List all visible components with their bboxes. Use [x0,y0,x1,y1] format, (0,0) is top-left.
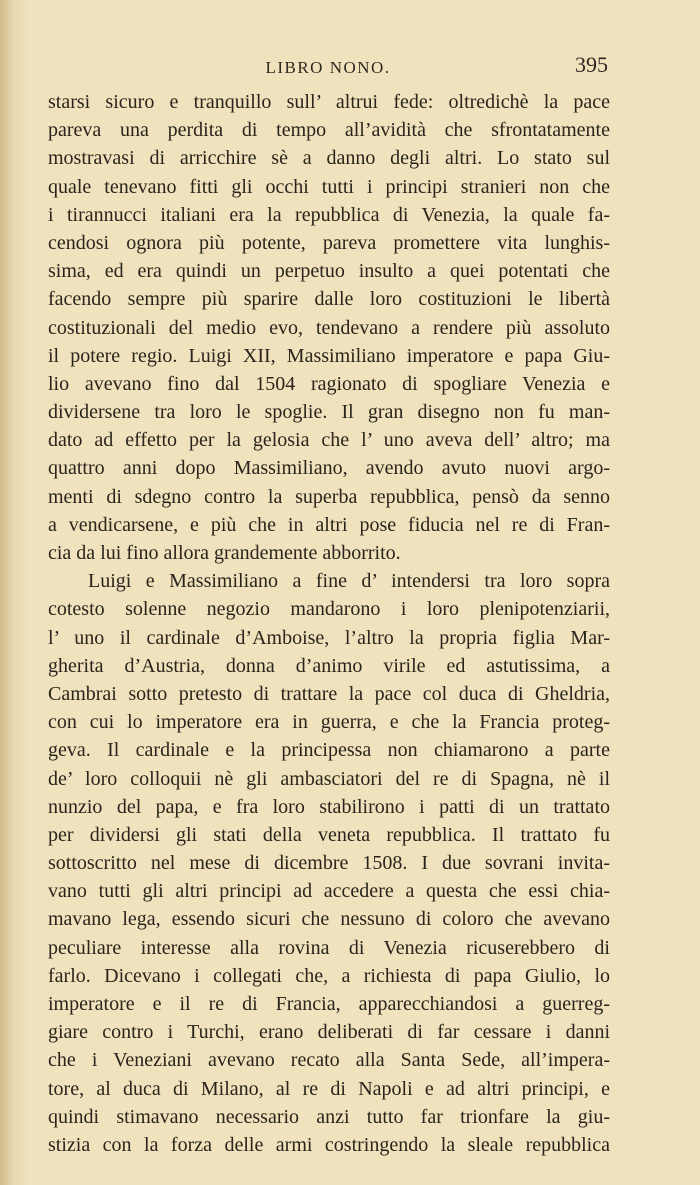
text-line: lio avevano fino dal 1504 ragionato di spogliare Venezia e [48,372,610,395]
text-line: per dividersi gli stati della veneta repubblica. Il trattato fu [48,823,610,846]
text-line: con cui lo imperatore era in guerra, e che la Francia proteg- [48,711,610,734]
paragraph-last-line: cia da lui fino allora grandemente abborrito. [48,542,401,564]
text-line: menti di sdegno contro la superba repubblica, pensò da senno [48,485,610,508]
text-line: starsi sicuro e tranquillo sull’ altrui fede: oltredichè la pace [48,91,610,113]
page-number: 395 [575,52,608,77]
text-line: peculiare interesse alla rovina di Venezia ricuserebbero di [48,936,610,959]
text-line: mostravasi di arricchire sè a danno degli altri. Lo stato sul [48,147,610,170]
text-line: quattro anni dopo Massimiliano, avendo avuto nuovi argo- [48,457,610,480]
text-line: giare contro i Turchi, erano deliberati di far cessare i danni [48,1021,610,1044]
text-line: geva. Il cardinale e la principessa non chiamarono a parte [48,739,610,762]
text-line: nunzio del papa, e fra loro stabilirono i patti di un trattato [48,795,610,818]
text-line: pareva una perdita di tempo all’avidità che sfrontatamente [48,119,610,142]
text-line: imperatore e il re di Francia, apparecchiandosi a guerreg- [48,993,610,1015]
text-line: cotesto solenne negozio mandarono i loro plenipotenziarii, [48,598,610,621]
running-title: LIBRO NONO. [265,58,391,77]
text-line: de’ loro colloquii nè gli ambasciatori del re di Spagna, nè il [48,767,610,790]
text-line: sima, ed era quindi un perpetuo insulto a quei potentati che [48,260,610,283]
text-line: l’ uno il cardinale d’Amboise, l’altro la propria figlia Mar- [48,626,610,649]
body-text [48,88,610,1159]
text-line: quindi stimavano necessario anzi tutto far trionfare la giu- [48,1105,610,1128]
text-line: Cambrai sotto pretesto di trattare la pace col duca di Gheldria, [48,682,610,705]
text-line: mavano lega, essendo sicuri che nessuno di coloro che avevano [48,908,610,931]
text-line: i tirannucci italiani era la repubblica di Venezia, la quale fa- [48,203,610,226]
text-line: sottoscritto nel mese di dicembre 1508. I due sovrani invita- [48,852,610,875]
text-line: a vendicarsene, e più che in altri pose fiducia nel re di Fran- [48,513,610,536]
text-line: tore, al duca di Milano, al re di Napoli e ad altri principi, e [48,1077,610,1100]
text-line: dato ad effetto per la gelosia che l’ uno aveva dell’ altro; ma [48,429,610,452]
text-line: il potere regio. Luigi XII, Massimiliano imperatore e papa Giu- [48,344,610,367]
text-line: gherita d’Austria, donna d’animo virile ed astutissima, a [48,654,610,677]
text-line: costituzionali del medio evo, tendevano a rendere più assoluto [48,316,610,339]
text-line: facendo sempre più sparire dalle loro costituzioni le libertà [48,288,610,311]
text-line: farlo. Dicevano i collegati che, a richiesta di papa Giulio, lo [48,964,610,987]
text-line: stizia con la forza delle armi costringendo la sleale repubblica [48,1133,610,1156]
text-line: che i Veneziani avevano recato alla Santa Sede, all’impera- [48,1049,610,1072]
text-line: quale tenevano fitti gli occhi tutti i principi stranieri non che [48,175,610,198]
page-header [48,52,608,84]
text-line: vano tutti gli altri principi ad accedere a questa che essi chia- [48,880,610,903]
paragraph-first-line: Luigi e Massimiliano a fine d’ intendersi tra loro sopra [88,570,610,593]
text-line: cendosi ognora più potente, pareva promettere vita lunghis- [48,231,610,254]
text-line: dividersene tra loro le spoglie. Il gran disegno non fu man- [48,401,610,424]
